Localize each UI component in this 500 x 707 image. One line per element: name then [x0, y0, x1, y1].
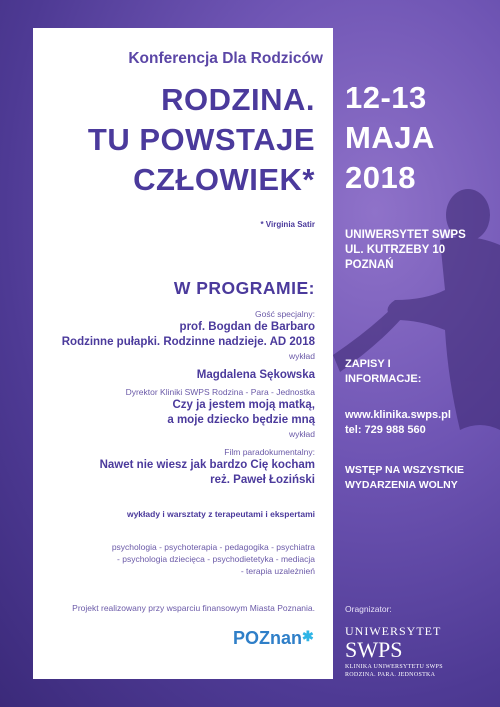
film-title: Nawet nie wiesz jak bardzo Cię kocham: [99, 459, 315, 471]
speaker2-name: Magdalena Sękowska: [196, 369, 315, 381]
poznan-logo: [233, 628, 314, 649]
special-guest-section: [33, 308, 315, 362]
title-line-1: RODZINA.: [161, 82, 315, 117]
project-note: Projekt realizowany przy wsparciu finansowym Miasta Poznania.: [72, 603, 315, 613]
speaker2-talk-line2: a moje dziecko będzie mną: [167, 414, 315, 426]
website-link[interactable]: www.klinika.swps.pl: [345, 409, 451, 421]
speaker2-section: [33, 368, 315, 440]
organizer-label: Oragnizator:: [345, 604, 392, 614]
guest-talk-type: wykład: [289, 351, 315, 361]
org-logo-line-3: KLINIKA UNIWERSYTETU SWPS: [345, 664, 443, 670]
org-logo-line-4: RODZINA. PARA. JEDNOSTKA: [345, 672, 436, 678]
speaker2-role: Dyrektor Kliniki SWPS Rodzina - Para - Jednostka: [125, 387, 315, 397]
special-guest-label: Gość specjalny:: [255, 309, 315, 319]
main-title: [33, 80, 315, 200]
guest-talk: Rodzinne pułapki. Rodzinne nadzieje. AD 2018: [61, 336, 315, 348]
signup-heading: [345, 357, 495, 387]
entry-line-2: WYDARZENIA WOLNY: [345, 479, 458, 491]
workshops-note: wykłady i warsztaty z terapeutami i ekspertami: [126, 509, 315, 519]
tags-line-1: psychologia - psychoterapia - pedagogika - psychiatra: [111, 542, 315, 552]
signup-line-1: ZAPISY I: [345, 358, 391, 370]
topic-tags: [33, 541, 315, 577]
speaker2-talk-line1: Czy ja jestem moją matką,: [172, 399, 315, 411]
film-section: [33, 446, 315, 488]
org-logo-line-2: SWPS: [345, 637, 403, 662]
tags-line-3: - terapia uzależnień: [240, 566, 315, 576]
signup-line-2: INFORMACJE:: [345, 373, 422, 385]
date-line-2: MAJA: [345, 120, 435, 155]
title-line-2: TU POWSTAJE: [87, 122, 315, 157]
contact-info: [345, 408, 495, 438]
film-director: reż. Paweł Łoziński: [210, 474, 315, 486]
venue: [345, 228, 495, 273]
venue-line-2: UL. KUTRZEBY 10: [345, 244, 446, 256]
tags-line-2: - psychologia dziecięca - psychodietetyka - mediacja: [117, 554, 315, 564]
phone-number: tel: 729 988 560: [345, 424, 426, 436]
venue-line-3: POZNAŃ: [345, 259, 394, 271]
entry-line-1: WSTĘP NA WSZYSTKIE: [345, 464, 465, 476]
guest-name: prof. Bogdan de Barbaro: [179, 321, 315, 333]
org-logo-line-1: UNIWERSYTET: [345, 624, 442, 638]
date-line-3: 2018: [345, 160, 416, 195]
event-date: [345, 78, 475, 198]
swps-organizer-logo: [345, 624, 475, 679]
title-line-3: CZŁOWIEK*: [133, 162, 315, 197]
film-label: Film paradokumentalny:: [224, 447, 315, 457]
poznan-logo-text: POZnan: [233, 628, 303, 648]
venue-line-1: UNIWERSYTET SWPS: [345, 229, 466, 241]
speaker2-talk-type: wykład: [289, 429, 315, 439]
conference-label: Konferencja Dla Rodziców: [128, 50, 323, 67]
program-heading: W PROGRAMIE:: [173, 278, 315, 298]
asterisk-icon: ✱: [302, 628, 314, 644]
white-content-panel: [33, 28, 333, 679]
date-line-1: 12-13: [345, 80, 427, 115]
title-footnote: * Virginia Satir: [260, 220, 315, 229]
free-entry-note: [345, 463, 495, 493]
